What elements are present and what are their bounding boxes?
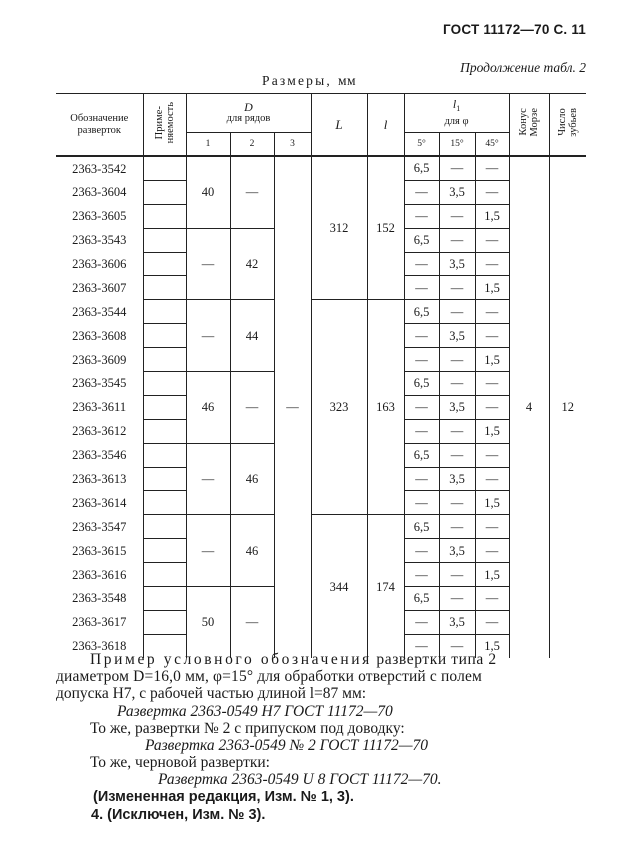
- cell-l1-5: —: [404, 276, 439, 300]
- cell-D1: 46: [186, 372, 230, 444]
- cell-designation: 2363-3548: [72, 591, 127, 606]
- cell-l1-5: —: [404, 491, 439, 515]
- cell-designation: 2363-3546: [72, 448, 127, 463]
- col-D-group: D для рядов: [186, 94, 311, 133]
- cell-D1: —: [186, 228, 230, 300]
- cell-D2: 46: [230, 515, 274, 587]
- cell-l1-5: —: [404, 204, 439, 228]
- cell-l1-15: —: [439, 515, 475, 539]
- cell-l1-45: —: [475, 252, 509, 276]
- cell-l1-45: 1,5: [475, 204, 509, 228]
- example-line-6: Развертка 2363-0549 № 2 ГОСТ 11172—70: [145, 737, 429, 754]
- cell-designation: 2363-3607: [72, 280, 127, 295]
- cell-applicability: [143, 610, 186, 634]
- cell-applicability: [143, 180, 186, 204]
- cell-l1-45: —: [475, 156, 509, 180]
- cell-l1-5: —: [404, 563, 439, 587]
- cell-designation: 2363-3545: [72, 376, 127, 391]
- cell-applicability: [143, 372, 186, 396]
- col-L: L: [311, 94, 367, 157]
- cell-applicability: [143, 539, 186, 563]
- sizes-unit: мм: [337, 73, 357, 88]
- cell-D2: 46: [230, 443, 274, 515]
- cell-applicability: [143, 515, 186, 539]
- cell-designation: 2363-3544: [72, 304, 127, 319]
- col-applicability: Приме- няемость: [143, 94, 186, 157]
- cell-D2: —: [230, 372, 274, 444]
- example-line-1: Пример условного обозначения развертки типа 2: [90, 651, 497, 668]
- cell-l1-5: 6,5: [404, 156, 439, 180]
- cell-D2: 44: [230, 300, 274, 372]
- cell-designation: 2363-3542: [72, 161, 127, 176]
- cell-applicability: [143, 587, 186, 611]
- cell-D2: —: [230, 156, 274, 228]
- cell-l1-45: —: [475, 324, 509, 348]
- col-D3: 3: [274, 133, 311, 157]
- example-line-5: То же, развертки № 2 с припуском под доводку:: [90, 720, 405, 737]
- cell-designation: 2363-3609: [72, 352, 127, 367]
- cell-morse: 4: [509, 156, 549, 658]
- cell-l1-45: —: [475, 610, 509, 634]
- cell-l: 163: [367, 300, 404, 515]
- cell-L: 312: [311, 156, 367, 300]
- cell-designation: 2363-3614: [72, 495, 127, 510]
- cell-l1-15: —: [439, 634, 475, 657]
- table-row: [56, 300, 586, 324]
- cell-l1-5: —: [404, 610, 439, 634]
- cell-l1-15: 3,5: [439, 395, 475, 419]
- cell-l1-15: —: [439, 156, 475, 180]
- cell-l1-5: —: [404, 348, 439, 372]
- cell-applicability: [143, 324, 186, 348]
- cell-l1-15: 3,5: [439, 539, 475, 563]
- cell-D2: 42: [230, 228, 274, 300]
- cell-designation: 2363-3604: [72, 185, 127, 200]
- cell-l1-5: 6,5: [404, 515, 439, 539]
- cell-applicability: [143, 419, 186, 443]
- cell-l1-5: 6,5: [404, 300, 439, 324]
- reamer-table: [56, 93, 586, 658]
- cell-l1-15: —: [439, 276, 475, 300]
- cell-l1-15: —: [439, 419, 475, 443]
- cell-l: 174: [367, 515, 404, 658]
- cell-designation: 2363-3606: [72, 257, 127, 271]
- cell-D3: —: [274, 156, 311, 658]
- cell-l1-15: —: [439, 563, 475, 587]
- cell-l1-15: —: [439, 228, 475, 252]
- cell-designation: 2363-3608: [72, 328, 127, 343]
- cell-designation: 2363-3612: [72, 424, 127, 439]
- cell-l1-45: 1,5: [475, 634, 509, 657]
- cell-l1-5: —: [404, 180, 439, 204]
- col-l: l: [367, 94, 404, 157]
- cell-l1-15: 3,5: [439, 610, 475, 634]
- cell-l1-45: —: [475, 587, 509, 611]
- cell-l1-45: —: [475, 372, 509, 396]
- cell-l1-5: —: [404, 419, 439, 443]
- cell-L: 344: [311, 515, 367, 658]
- cell-applicability: [143, 563, 186, 587]
- cell-l1-45: —: [475, 539, 509, 563]
- cell-l1-45: —: [475, 300, 509, 324]
- col-teeth: Число зубьев: [549, 94, 586, 157]
- cell-applicability: [143, 204, 186, 228]
- col-l1-group: $l_1$ для φ: [404, 94, 509, 133]
- cell-l1-45: —: [475, 180, 509, 204]
- cell-l1-15: —: [439, 300, 475, 324]
- cell-l1-5: 6,5: [404, 587, 439, 611]
- sizes-label: Размеры,: [262, 73, 332, 88]
- cell-l1-45: 1,5: [475, 348, 509, 372]
- table-continuation: Продолжение табл. 2: [460, 60, 586, 75]
- cell-l1-5: —: [404, 539, 439, 563]
- col-designation: Обозначение разверток: [56, 94, 143, 157]
- cell-l: 152: [367, 156, 404, 300]
- sizes-caption: [262, 73, 356, 89]
- cell-designation: 2363-3613: [72, 472, 127, 487]
- cell-designation: 2363-3543: [72, 233, 127, 248]
- cell-l1-45: 1,5: [475, 491, 509, 515]
- cell-D1: —: [186, 515, 230, 587]
- cell-designation: 2363-3615: [72, 543, 127, 558]
- cell-l1-45: —: [475, 443, 509, 467]
- excluded-note: 4. (Исключен, Изм. № 3).: [91, 807, 266, 823]
- cell-designation: 2363-3618: [72, 639, 127, 653]
- cell-applicability: [143, 348, 186, 372]
- table-row: [56, 515, 586, 539]
- page-header: ГОСТ 11172—70 С. 11: [442, 22, 586, 37]
- cell-l1-15: —: [439, 372, 475, 396]
- cell-l1-15: —: [439, 491, 475, 515]
- cell-l1-15: —: [439, 443, 475, 467]
- cell-applicability: [143, 467, 186, 491]
- example-line-4: Развертка 2363-0549 H7 ГОСТ 11172—70: [117, 703, 393, 720]
- cell-designation: 2363-3617: [72, 615, 127, 630]
- amendment-note: (Измененная редакция, Изм. № 1, 3).: [93, 789, 354, 805]
- cell-l1-5: 6,5: [404, 443, 439, 467]
- cell-designation: 2363-3605: [72, 209, 127, 224]
- cell-applicability: [143, 228, 186, 252]
- cell-D1: 50: [186, 587, 230, 658]
- cell-applicability: [143, 252, 186, 276]
- example-line-8: Развертка 2363-0549 U 8 ГОСТ 11172—70.: [158, 771, 442, 788]
- example-line-7: То же, черновой развертки:: [90, 754, 270, 771]
- cell-designation: 2363-3616: [72, 567, 127, 582]
- cell-l1-5: 6,5: [404, 228, 439, 252]
- col-a5: 5°: [404, 133, 439, 157]
- cell-l1-15: 3,5: [439, 252, 475, 276]
- cell-applicability: [143, 491, 186, 515]
- cell-designation: 2363-3611: [72, 400, 127, 415]
- cell-l1-15: 3,5: [439, 180, 475, 204]
- cell-l1-15: 3,5: [439, 324, 475, 348]
- cell-l1-5: —: [404, 324, 439, 348]
- col-a45: 45°: [475, 133, 509, 157]
- cell-l1-5: —: [404, 467, 439, 491]
- table-row: [56, 156, 586, 180]
- cell-teeth: 12: [549, 156, 586, 658]
- cell-l1-5: —: [404, 395, 439, 419]
- cell-l1-45: —: [475, 395, 509, 419]
- cell-applicability: [143, 156, 186, 180]
- col-a15: 15°: [439, 133, 475, 157]
- cell-D2: —: [230, 587, 274, 658]
- example-line-2: диаметром D=16,0 мм, φ=15° для обработки отверстий с полем: [56, 668, 482, 685]
- cell-l1-15: —: [439, 204, 475, 228]
- cell-l1-45: —: [475, 467, 509, 491]
- cell-l1-5: —: [404, 634, 439, 657]
- cell-applicability: [143, 443, 186, 467]
- col-morse: Конус Морзе: [509, 94, 549, 157]
- example-line-3: допуска H7, с рабочей частью длиной l=87 мм:: [56, 685, 367, 702]
- cell-applicability: [143, 395, 186, 419]
- cell-D1: 40: [186, 156, 230, 228]
- cell-applicability: [143, 300, 186, 324]
- cell-l1-15: —: [439, 348, 475, 372]
- col-D1: 1: [186, 133, 230, 157]
- cell-l1-15: —: [439, 587, 475, 611]
- cell-applicability: [143, 276, 186, 300]
- cell-l1-5: —: [404, 252, 439, 276]
- cell-l1-15: 3,5: [439, 467, 475, 491]
- cell-l1-45: 1,5: [475, 563, 509, 587]
- cell-designation: 2363-3547: [72, 519, 127, 534]
- cell-L: 323: [311, 300, 367, 515]
- cell-l1-45: 1,5: [475, 276, 509, 300]
- cell-l1-45: —: [475, 228, 509, 252]
- cell-D1: —: [186, 443, 230, 515]
- cell-D1: —: [186, 300, 230, 372]
- col-D2: 2: [230, 133, 274, 157]
- cell-l1-45: —: [475, 515, 509, 539]
- cell-l1-45: 1,5: [475, 419, 509, 443]
- cell-l1-5: 6,5: [404, 372, 439, 396]
